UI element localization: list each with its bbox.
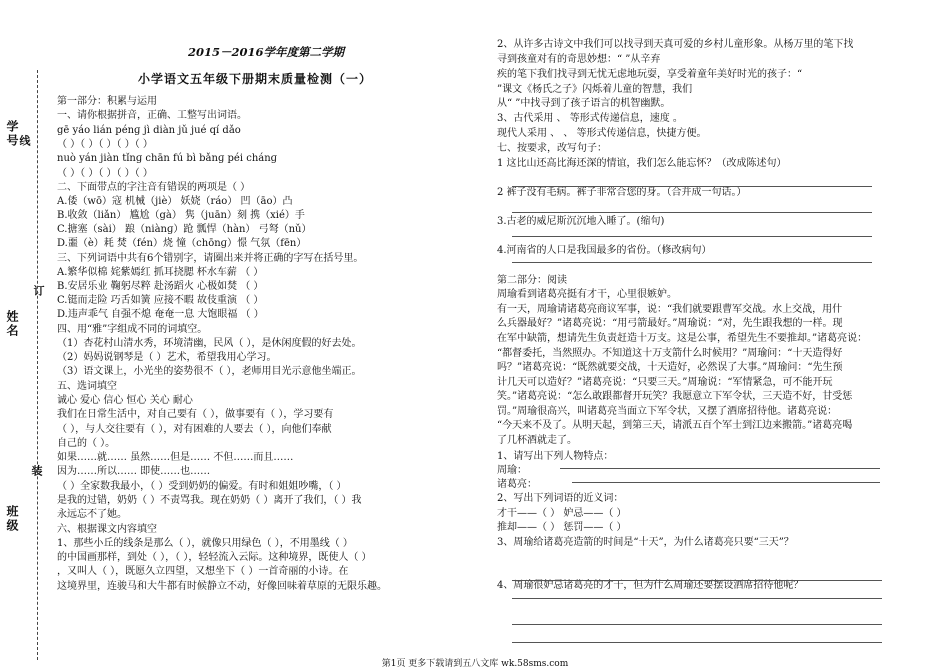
answer-line <box>512 262 872 263</box>
left-line: gē yáo lián pénɡ jì diàn jǔ jué qí dǎo <box>57 125 241 136</box>
left-line: （1）杏花村山清水秀，环境清幽，民风（ ），是休闲度假的好去处。 <box>57 338 362 349</box>
left-line: C.铤而走险 巧舌如簧 应接不暇 故伎重演 （ ） <box>57 295 264 306</box>
left-line: 二、下面带点的字注音有错误的两项是（ ） <box>57 182 251 193</box>
binding-rule <box>37 70 38 660</box>
left-line: （ ）（ ）（ ）（ ）（ ） <box>57 168 153 179</box>
right-line: 周瑜看到诸葛亮挺有才干，心里很嫉妒。 <box>497 289 677 300</box>
left-line: D.噩（è）耗 焚（fén）烧 憧（chōnɡ）憬 气氛（fēn） <box>57 238 307 249</box>
right-line: 才干——（ ） 妒忌——（ ） <box>497 508 627 519</box>
right-line: 推却——（ ） 惩罚——（ ） <box>497 522 627 533</box>
answer-line <box>560 468 880 469</box>
left-line: B.安居乐业 鞠躬尽粹 赴汤蹈火 心极如焚 （ ） <box>57 281 264 292</box>
margin-xian: 线 <box>18 135 31 148</box>
left-line: C.搪塞（sài） 踉（niànɡ）跄 瓢悍（hàn） 弓弩（nǔ） <box>57 224 312 235</box>
left-line: 四、用“雅”字组成不同的词填空。 <box>57 324 208 335</box>
right-line: 七、按要求，改写句子： <box>497 143 607 154</box>
left-line: （ ）（ ）（ ）（ ）（ ） <box>57 139 153 150</box>
answer-line <box>572 482 880 483</box>
right-line: 诸葛亮： <box>497 479 537 490</box>
left-line: （ ），与人交往要有（ ），对有困难的人要去（ ），向他们奉献 <box>57 424 332 435</box>
left-line: 五、选词填空 <box>57 381 117 392</box>
right-line: 寻到孩童对有的奇思妙想：“ ”从辛弃 <box>497 54 661 65</box>
right-line: 么兵器最好？”诸葛亮说：“用弓箭最好。”周瑜说：“对，先生跟我想的一样。现 <box>497 318 843 329</box>
page-footer: 第1页 更多下载请到五八文库 wk.58sms.com <box>381 659 569 669</box>
right-line: 罚。”周瑜很高兴，叫诸葛亮当面立下军令状，又摆了酒席招待他。诸葛亮说： <box>497 406 838 417</box>
right-line: 周瑜： <box>497 465 527 476</box>
left-line: nuò yán jiàn tǐnɡ chān fú bì bǎnɡ péi chánɡ <box>57 153 278 164</box>
right-line: 2 裤子没有毛病。裤子非常合您的身。（合并成一句话。） <box>497 187 747 198</box>
left-line: 自己的（ ）。 <box>57 438 116 449</box>
right-line: 2、写出下列词语的近义词： <box>497 493 624 504</box>
right-line: 4、周瑜很妒忌诸葛亮的才干，但为什么周瑜还要摆设酒席招待他呢？ <box>497 580 804 591</box>
right-line: 在军中缺箭，想请先生负责赶造十万支。这是公事，希望先生不要推却。”诸葛亮说： <box>497 333 868 344</box>
left-line: 因为……所以…… 即使……也…… <box>57 466 211 477</box>
right-line: 1 这比山还高比海还深的情谊，我们怎么能忘怀？（改成陈述句） <box>497 158 787 169</box>
right-line: “今天来不及了。从明天起，到第三天，请派五百个军士到江边来搬箭。”诸葛亮喝 <box>497 420 853 431</box>
left-line: A.繁华似棉 姹紫嫣红 抓耳挠腮 杯水车薪 （ ） <box>57 267 264 278</box>
right-line: 4.河南省的人口是我国最多的省份。（修改病句） <box>497 245 712 256</box>
right-line: 疾的笔下我们找寻到无忧无虑地玩耍，享受着童年美好时光的孩子：“ <box>497 69 803 80</box>
answer-line <box>512 624 882 625</box>
margin-xingming: 姓名 <box>5 310 19 338</box>
margin-banji: 班级 <box>5 505 19 533</box>
left-line: 如果……就…… 虽然……但是…… 不但……而且…… <box>57 452 294 463</box>
left-line: 第一部分：积累与运用 <box>57 96 157 107</box>
left-line: 我们在日常生活中，对自己要有（ ），做事要有（ ），学习要有 <box>57 409 334 420</box>
right-line: 3、古代采用 、 等形式传递信息，速度 。 <box>497 113 683 124</box>
left-line: ，又叫人（ ），既愿久立四望，又想坐下（ ）一首奇丽的小诗。在 <box>57 566 349 577</box>
margin-zhuang: 装 <box>30 465 43 478</box>
right-line: 有一天，周瑜请诸葛亮商议军事，说：“我们就要跟曹军交战。水上交战，用什 <box>497 304 843 315</box>
right-line: 2、从许多古诗文中我们可以找寻到天真可爱的乡村儿童形象。从杨万里的笔下找 <box>497 39 854 50</box>
answer-line <box>512 580 882 581</box>
answer-line <box>512 186 872 187</box>
left-line: B.收敛（liǎn） 尴尬（gà） 隽（juān）刻 携（xié）手 <box>57 210 305 221</box>
left-line: （2）妈妈说钢琴是（ ）艺术，希望我用心学习。 <box>57 352 277 363</box>
left-line: （ ）全家数我最小，（ ）受到奶奶的偏爱。有时和姐姐吵嘴，（ ） <box>57 481 347 492</box>
answer-line <box>512 236 872 237</box>
right-line: 计几天可以造好？”诸葛亮说：“只要三天。”周瑜说：“军情紧急，可不能开玩 <box>497 377 833 388</box>
left-line: 是我的过错，奶奶（ ）不责骂我。现在奶奶（ ）离开了我们，（ ）我 <box>57 495 362 506</box>
answer-line <box>512 642 882 643</box>
left-line: 1、那些小丘的线条是那么（ ），就像只用绿色（ ），不用墨线（ ） <box>57 538 353 549</box>
exam-year-title: 2015－2016学年度第二学期 <box>188 45 345 59</box>
right-line: 1、请写出下列人物特点： <box>497 451 614 462</box>
left-line: （3）语文课上，小光坐的姿势很不（ ），老师用目光示意他坐端正。 <box>57 366 362 377</box>
left-line: 一、请你根据拼音，正确、工整写出词语。 <box>57 110 247 121</box>
left-line: 的中国画那样，到处（ ），（ ），轻轻流入云际。这种境界，既使人（ ） <box>57 552 372 563</box>
right-line: 3.古老的威尼斯沉沉地入睡了。(缩句) <box>497 216 665 227</box>
right-line: 从“ ”中找寻到了孩子语言的机智幽默。 <box>497 98 671 109</box>
left-line: A.倭（wō）寇 机械（jiè） 妖娆（ráo） 凹（āo）凸 <box>57 196 293 207</box>
left-line: 三、下列词语中共有6个错别字，请圈出来并将正确的字写在括号里。 <box>57 253 364 264</box>
right-line: ”课文《杨氏之子》闪烁着儿童的智慧，我们 <box>497 84 693 95</box>
right-line: 笑。”诸葛亮说：“怎么敢跟都督开玩笑？我愿意立下军令状，三天造不好，甘受惩 <box>497 391 853 402</box>
right-line: 第二部分：阅读 <box>497 275 567 286</box>
left-line: 这境界里，连骏马和大牛都有时候静立不动，好像回味着草原的无限乐趣。 <box>57 581 387 592</box>
right-line: 3、周瑜给诸葛亮造箭的时间是“十天”，为什么诸葛亮只要“三天”？ <box>497 537 794 548</box>
left-line: 诚心 爱心 信心 恒心 关心 耐心 <box>57 395 193 406</box>
exam-title: 小学语文五年级下册期末质量检测（一） <box>138 72 373 86</box>
right-line: 吗？”诸葛亮说：“既然就要交战，十天造好，必然误了大事。”周瑜问：“先生预 <box>497 362 843 373</box>
answer-line <box>512 598 882 599</box>
left-line: 永远忘不了她。 <box>57 509 127 520</box>
right-line: 现代人采用 、 、 等形式传递信息，快捷方便。 <box>497 128 707 139</box>
answer-line <box>512 212 872 213</box>
margin-xuehao: 学号 <box>5 120 19 148</box>
right-line: 了几杯酒就走了。 <box>497 435 577 446</box>
right-line: “都督委托，当然照办。不知道这十万支箭什么时候用？”周瑜问：“十天造得好 <box>497 348 843 359</box>
left-line: D.违声乖气 自强不熄 奄奄一息 大饱眼福 （ ） <box>57 309 264 320</box>
margin-ding: 订 <box>32 285 45 298</box>
left-line: 六、根据课文内容填空 <box>57 524 157 535</box>
